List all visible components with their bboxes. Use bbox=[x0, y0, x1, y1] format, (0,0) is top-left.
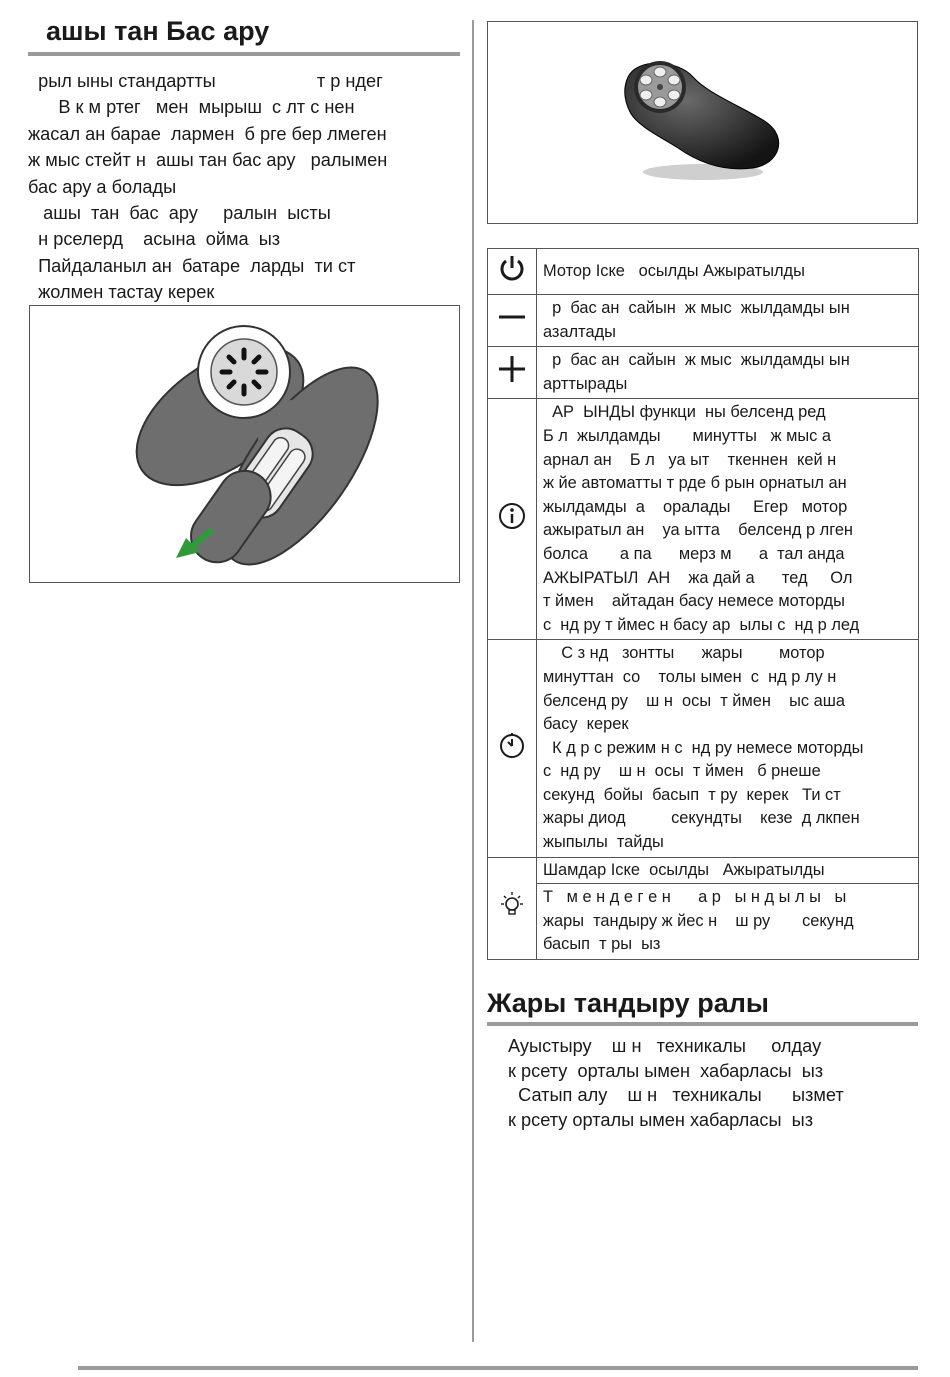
text-line: АЖЫРАТЫЛ АН жа дай а тед Ол bbox=[543, 568, 853, 587]
info-button[interactable] bbox=[488, 399, 537, 640]
text-line: секунд бойы басып т ру керек Ти ст bbox=[543, 785, 841, 804]
light-toggle-description: Шамдар Іске осылды Ажыратылды bbox=[537, 857, 919, 884]
info-icon bbox=[498, 502, 526, 530]
text-line: с нд ру т ймес н басу ар ылы с нд р лед bbox=[543, 615, 860, 634]
text-line: арнал ан Б л уа ыт ткеннен кей н bbox=[543, 450, 837, 469]
text-line: с нд ру ш н осы т ймен б рнеше bbox=[543, 762, 821, 781]
text-line: ажыратыл ан уа ытта белсенд р лген bbox=[543, 521, 853, 540]
battery-compartment-illustration bbox=[29, 305, 460, 583]
text-line: басып т ры ыз bbox=[543, 935, 661, 954]
power-icon bbox=[497, 253, 527, 283]
text-line: В к м ртег мен мырыш с лт с нен bbox=[28, 97, 355, 118]
table-row bbox=[488, 295, 919, 347]
text-line: ашы тан бас ару ралын ысты bbox=[28, 203, 331, 224]
light-button[interactable] bbox=[488, 857, 537, 959]
power-button[interactable] bbox=[488, 249, 537, 295]
text-line: к рсету орталы ымен хабарласы ыз bbox=[508, 1060, 824, 1081]
power-description: Мотор Іске осылды Ажыратылды bbox=[537, 249, 919, 295]
left-column bbox=[28, 14, 460, 306]
text-line: жылдамды а оралады Егер мотор bbox=[543, 497, 848, 516]
text-line: Т м е н д е г е н а р ы н д ы л ы ы bbox=[543, 888, 847, 907]
intro-paragraph bbox=[28, 56, 460, 200]
table-row bbox=[488, 347, 919, 399]
text-line: жыпылы тайды bbox=[543, 833, 664, 852]
text-line: минуттан со толы ымен с нд р лу н bbox=[543, 667, 837, 686]
section-title-lighting: Жары тандыру ралы bbox=[487, 986, 918, 1026]
minus-icon bbox=[497, 302, 527, 332]
timer-icon bbox=[498, 731, 526, 759]
text-line: жолмен тастау керек bbox=[28, 282, 215, 303]
function-table bbox=[487, 248, 919, 960]
text-line: жасал ан барае лармен б рге бер лмеген bbox=[28, 123, 387, 144]
footer-rule bbox=[78, 1366, 918, 1370]
text-line: Пайдаланыл ан батаре ларды ти ст bbox=[28, 255, 356, 276]
timer-button[interactable] bbox=[488, 640, 537, 857]
night-light-description bbox=[537, 884, 919, 960]
text-line: н рселерд асына ойма ыз bbox=[28, 229, 281, 250]
minus-description: р бас ан сайын ж мыс жылдамды ын азалтады bbox=[537, 295, 919, 347]
text-line: басу керек bbox=[543, 715, 629, 734]
text-line: болса а па мерз м а тал анда bbox=[543, 544, 845, 563]
text-line: Ауыстыру ш н техникалы олдау bbox=[508, 1036, 822, 1056]
timer-description bbox=[537, 640, 919, 857]
battery-paragraph bbox=[28, 200, 460, 306]
section-title-remote: ашы тан Бас ару bbox=[28, 14, 460, 56]
text-line: ж йе автоматты т рде б рын орнатыл ан bbox=[543, 474, 847, 493]
text-line: белсенд ру ш н осы т ймен ыс аша bbox=[543, 691, 846, 710]
plus-icon bbox=[497, 354, 527, 384]
text-line: Сатып алу ш н техникалы ызмет bbox=[508, 1085, 844, 1105]
lighting-paragraph bbox=[508, 1034, 918, 1132]
text-line: С з нд зонтты жары мотор bbox=[543, 644, 825, 663]
minus-button[interactable] bbox=[488, 295, 537, 347]
text-line: рыл ыны стандартты т р ндег bbox=[28, 71, 383, 91]
remote-control-illustration bbox=[487, 21, 918, 224]
column-divider bbox=[472, 20, 474, 1342]
text-line: жары тандыру ж йес н ш ру секунд bbox=[543, 911, 854, 930]
text-line: Б л жылдамды минутты ж мыс а bbox=[543, 426, 832, 445]
table-row bbox=[488, 640, 919, 857]
text-line: т ймен айтадан басу немесе моторды bbox=[543, 592, 845, 611]
light-bulb-icon bbox=[497, 890, 527, 920]
info-description bbox=[537, 399, 919, 640]
text-line: бас ару а болады bbox=[28, 176, 177, 197]
text-line: К д р с режим н с нд ру немесе моторды bbox=[543, 738, 864, 757]
text-line: АР ЫНДЫ функци ны белсенд ред bbox=[543, 403, 826, 422]
table-row bbox=[488, 399, 919, 640]
table-row bbox=[488, 884, 919, 960]
table-row bbox=[488, 857, 919, 884]
table-row bbox=[488, 249, 919, 295]
text-line: ж мыс стейт н ашы тан бас ару ралымен bbox=[28, 150, 388, 171]
text-line: к рсету орталы ымен хабарласы ыз bbox=[508, 1109, 814, 1130]
plus-button[interactable] bbox=[488, 347, 537, 399]
text-line: жары диод секундты кезе д лкпен bbox=[543, 809, 860, 828]
plus-description: р бас ан сайын ж мыс жылдамды ын арттырады bbox=[537, 347, 919, 399]
